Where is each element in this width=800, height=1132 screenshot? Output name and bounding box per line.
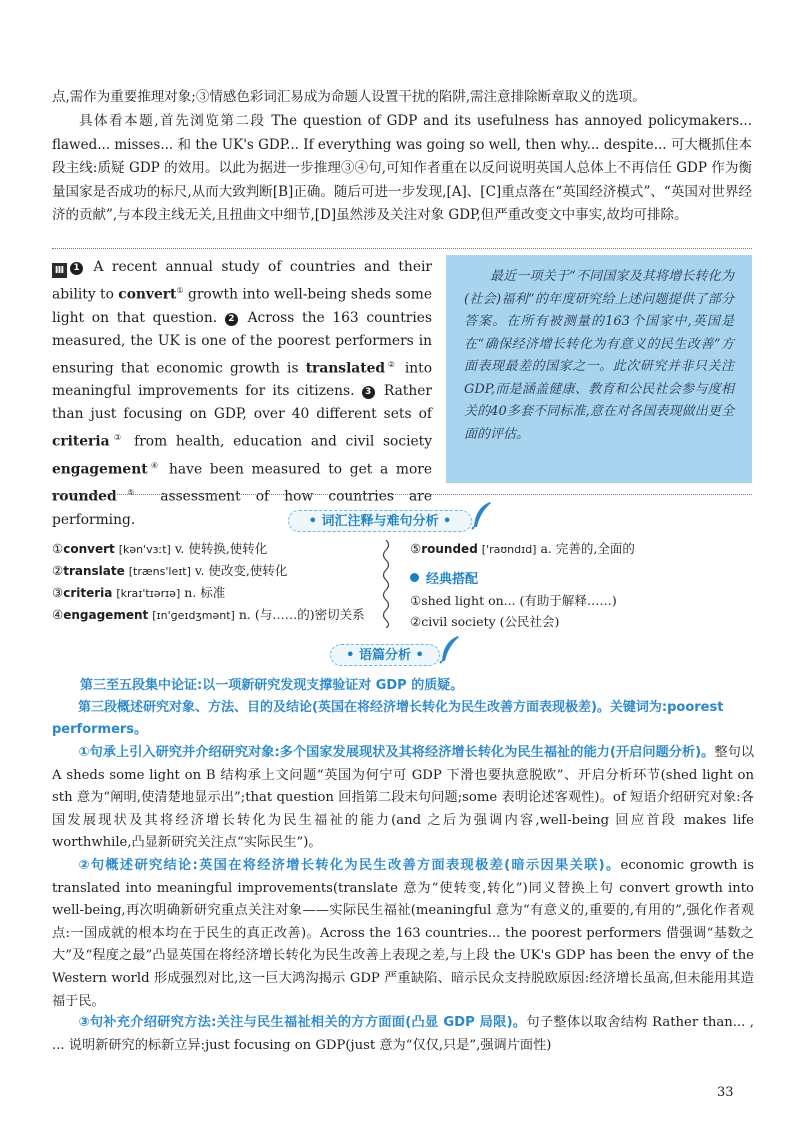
vocab-item: ②translate [træns'leɪt] v. 使改变,使转化 [52, 563, 288, 578]
vocab-item: ⑤rounded ['raʊndɪd] a. 完善的,全面的 [410, 541, 635, 556]
footnote-mark: ② [385, 359, 398, 369]
analysis-text: 句子整体以取舍结构 Rather than... , ... 说明新研究的标新立异:just focusing on GDP(just 意为“仅仅,只是”,强调片面性) [52, 1015, 754, 1053]
analysis-heading-1: 第三至五段集中论证:以一项新研究发现支撑验证对 GDP 的质疑。 [80, 678, 464, 693]
page-number: 33 [717, 1085, 734, 1100]
passage-text: Rather than just focusing on GDP, over 40 different sets of [52, 383, 432, 423]
analysis-text: economic growth is translated into meaningful improvements(translate 意为“使转变,转化”)同义替换上句 convert growth into well-being,再次明确新研究重点关注对象——实际民生福祉(meaningful 意为“有意义的,重要的,有用的”,强化作者观点:一国成就的根本均在于民生的真正改善)。Across the 163 countries... the poorest performers 借强调“基数之大”及“程度之最”凸显英国在将经济增长转化为民生改善上表现之差,与上段 the UK's GDP has been the envy of the Western world 形成强烈对比,这一巨大鸿沟揭示 GDP 严重缺陷、暗示民众支持脱欧原因:经济增长虽高,但未能用其造福于民。 [52, 858, 754, 1009]
analysis-paragraph-3 [52, 1012, 754, 1057]
passage-text: Across the 163 countries measured, the UK is one of the poorest performers in ensuring that economic growth is [52, 309, 432, 377]
intro-line: 点,需作为重要推理对象;③情感色彩词汇易成为命题人设置干扰的陷阱,需注意排除断章取义的选项。 [52, 89, 646, 105]
sentence-number: 3 [362, 386, 375, 399]
section-marker-icon: Ⅲ [52, 263, 67, 278]
analysis-section-title: • 语篇分析 • [330, 644, 440, 666]
footnote-mark: ④ [147, 460, 162, 470]
collocation-list [410, 590, 750, 632]
footnote-mark: ① [176, 286, 184, 295]
sentence-number: 1 [70, 262, 83, 275]
english-passage [52, 256, 432, 532]
vocab-item: ③criteria [kraɪ'tɪərɪə] n. 标准 [52, 585, 226, 600]
analysis-text: 整句以 A sheds some light on B 结构承上文问题“英国为何宁可 GDP 下滑也要执意脱欧”、开启分析环节(shed light on sth 意为“阐明,使清楚地显示出”;that question 回指第二段末句问题;some 表明论述客观性)。of 短语介绍研究对象:各国发展现状及其将经济增长转化为民生福祉的能力(and 之后为强调内容,well-being 回应首段 makes life worthwhile,凸显新研究关注点“实际民生”)。 [52, 745, 755, 851]
vocab-item: ①convert [kən'vɜːt] v. 使转换,使转化 [52, 541, 268, 556]
analysis-paragraph-2 [52, 855, 754, 1013]
analysis-highlight: ②句概述研究结论:英国在将经济增长转化为民生改善方面表现极差(暗示因果关联)。 [78, 858, 621, 873]
vocab-word: engagement [52, 461, 148, 478]
analysis-heading-2: 第三段概述研究对象、方法、目的及结论(英国在将经济增长转化为民生改善方面表现极差)。关键词为:poorest performers。 [52, 700, 724, 737]
analysis-paragraph-1 [52, 742, 754, 855]
vocab-word: rounded [52, 488, 117, 505]
passage-text: A recent annual study of countries and their ability to [52, 259, 432, 303]
analysis-highlight: ③句补充介绍研究方法:关注与民生福祉相关的方方面面(凸显 GDP 局限)。 [78, 1015, 527, 1030]
vocab-word: translated [305, 360, 386, 377]
passage-text: assessment of how countries are performing. [52, 488, 433, 528]
analysis-highlight: ①句承上引入研究并介绍研究对象:多个国家发展现状及其将经济增长转化为民生福祉的能力(开启问题分析)。 [78, 745, 715, 760]
sentence-number: 2 [225, 313, 238, 326]
bullet-icon [410, 573, 419, 582]
quill-pen-icon [438, 634, 462, 664]
vocab-item: ④engagement [ɪn'ɡeɪdʒmənt] n. (与……的)密切关系 [52, 607, 365, 622]
passage-text: growth into well-being sheds some light on that question. [52, 286, 433, 326]
footnote-mark: ③ [109, 433, 126, 443]
passage-text: from health, education and civil society [134, 433, 433, 450]
quill-pen-icon [470, 500, 494, 530]
dotted-divider-bottom [52, 494, 752, 495]
collocation-heading: 经典搭配 [410, 570, 478, 590]
collocation-item: ②civil society (公民社会) [410, 614, 560, 629]
vocab-list [52, 538, 372, 626]
vocab-word: criteria [52, 433, 110, 450]
intro-paragraph: 具体看本题,首先浏览第二段 The question of GDP and its usefulness has annoyed policymakers... flawed... misses... 和 the UK's GDP... If everything was going so well, then why... despite... 可大概抓住本段主线:质疑 GDP 的效用。以此为据进一步推理③④句,可知作者重在以反问说明英国人总体上不再信任 GDP 作为衡量国家是否成功的标尺,从而大致判断[B]正确。随后可进一步发现,[A]、[C]重点落在“英国经济模式”、“英国对世界经济的贡献”,与本段主线无关,且扭曲文中细节,[D]虽然涉及关注对象 GDP,但严重改变文中事实,故均可排除。 [52, 113, 752, 224]
dotted-divider-top [52, 248, 752, 249]
footnote-mark: ⑤ [116, 488, 146, 498]
passage-text: into meaningful improvements for its citizens. [52, 360, 433, 400]
translation-box: 最近一项关于“不同国家及其将增长转化为(社会)福利”的年度研究给上述问题提供了部分答案。在所有被测量的163个国家中,英国是在“确保经济增长转化为有意义的民生改善”方面表现最差的国家之一。此次研究并非只关注GDP,而是涵盖健康、教育和公民社会参与度相关的40多套不同标准,意在对各国表现做出更全面的评估。 [446, 255, 752, 483]
collocation-item: ①shed light on... (有助于解释……) [410, 593, 617, 608]
passage-text: have been measured to get a more [169, 461, 433, 478]
wavy-divider [380, 540, 392, 628]
vocab-word: convert [118, 286, 177, 303]
vocab-section-title: • 词汇注释与难句分析 • [288, 510, 472, 532]
